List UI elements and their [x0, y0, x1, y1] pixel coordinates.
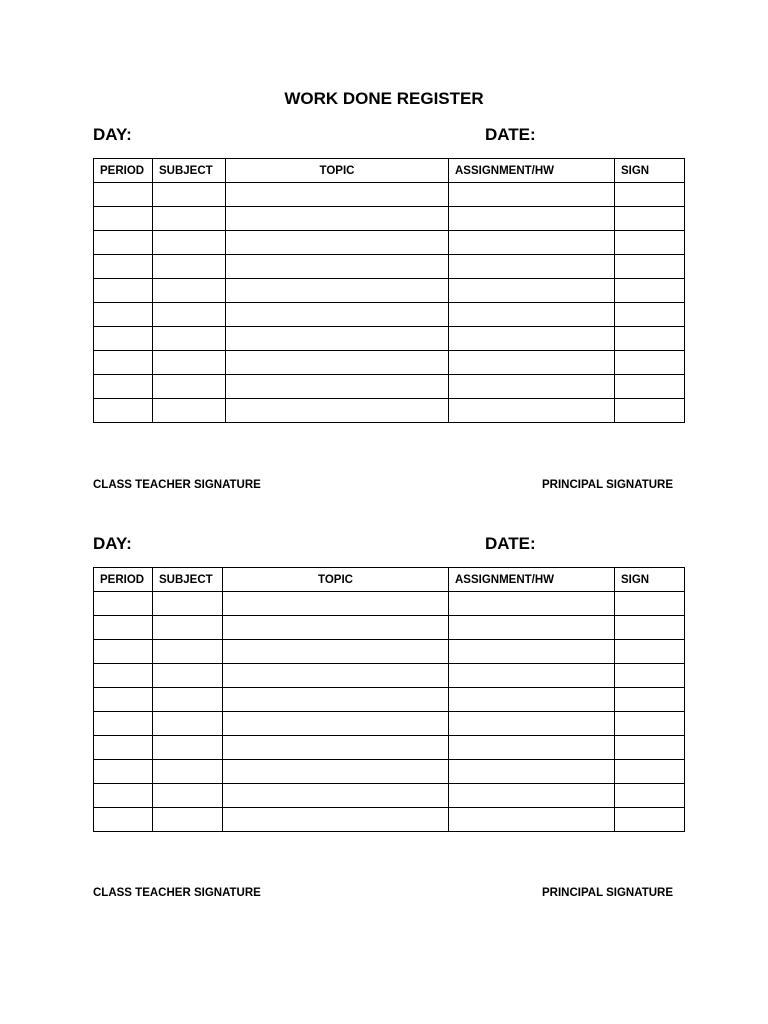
- topic-cell[interactable]: [223, 616, 449, 640]
- period-cell[interactable]: [94, 640, 153, 664]
- table-row: [94, 303, 685, 327]
- assignment-cell[interactable]: [449, 303, 615, 327]
- sign-cell[interactable]: [615, 736, 685, 760]
- assignment-cell[interactable]: [449, 688, 615, 712]
- topic-cell[interactable]: [226, 279, 449, 303]
- topic-cell[interactable]: [226, 375, 449, 399]
- principal-signature-label: PRINCIPAL SIGNATURE: [542, 887, 673, 899]
- subject-cell[interactable]: [153, 375, 226, 399]
- topic-cell[interactable]: [226, 327, 449, 351]
- sign-cell[interactable]: [615, 231, 685, 255]
- assignment-cell[interactable]: [449, 279, 615, 303]
- class-teacher-signature-label: CLASS TEACHER SIGNATURE: [93, 479, 261, 491]
- assignment-cell[interactable]: [449, 640, 615, 664]
- table-row: [94, 784, 685, 808]
- subject-cell[interactable]: [153, 760, 223, 784]
- sign-cell[interactable]: [615, 207, 685, 231]
- table-row: [94, 688, 685, 712]
- table-row: [94, 183, 685, 207]
- period-cell[interactable]: [94, 592, 153, 616]
- assignment-cell[interactable]: [449, 760, 615, 784]
- table-row: [94, 399, 685, 423]
- column-header-period: PERIOD: [94, 568, 153, 592]
- subject-cell[interactable]: [153, 231, 226, 255]
- sign-cell[interactable]: [615, 279, 685, 303]
- assignment-cell[interactable]: [449, 399, 615, 423]
- assignment-cell[interactable]: [449, 183, 615, 207]
- day-label: DAY:: [93, 125, 132, 144]
- sign-cell[interactable]: [615, 399, 685, 423]
- topic-cell[interactable]: [223, 760, 449, 784]
- sign-cell[interactable]: [615, 592, 685, 616]
- principal-signature-label: PRINCIPAL SIGNATURE: [542, 479, 673, 491]
- topic-cell[interactable]: [223, 808, 449, 832]
- sign-cell[interactable]: [615, 327, 685, 351]
- assignment-cell[interactable]: [449, 231, 615, 255]
- period-cell[interactable]: [94, 303, 153, 327]
- period-cell[interactable]: [94, 760, 153, 784]
- assignment-cell[interactable]: [449, 207, 615, 231]
- column-header-sign: SIGN: [615, 568, 685, 592]
- table-row: [94, 616, 685, 640]
- table-header-row: [94, 159, 685, 183]
- day-label: DAY:: [93, 534, 132, 553]
- table-row: [94, 664, 685, 688]
- register-table: [93, 567, 685, 832]
- table-row: [94, 255, 685, 279]
- subject-cell[interactable]: [153, 399, 226, 423]
- period-cell[interactable]: [94, 279, 153, 303]
- sign-cell[interactable]: [615, 808, 685, 832]
- page-title: WORK DONE REGISTER: [284, 89, 484, 108]
- sign-cell[interactable]: [615, 351, 685, 375]
- assignment-cell[interactable]: [449, 375, 615, 399]
- sign-cell[interactable]: [615, 784, 685, 808]
- column-header-assignment: ASSIGNMENT/HW: [449, 159, 615, 183]
- period-cell[interactable]: [94, 736, 153, 760]
- assignment-cell[interactable]: [449, 736, 615, 760]
- period-cell[interactable]: [94, 808, 153, 832]
- sign-cell[interactable]: [615, 760, 685, 784]
- assignment-cell[interactable]: [449, 784, 615, 808]
- topic-cell[interactable]: [226, 399, 449, 423]
- assignment-cell[interactable]: [449, 327, 615, 351]
- table-row: [94, 640, 685, 664]
- topic-cell[interactable]: [226, 231, 449, 255]
- assignment-cell[interactable]: [449, 616, 615, 640]
- table-header-row: [94, 568, 685, 592]
- period-cell[interactable]: [94, 616, 153, 640]
- subject-cell[interactable]: [153, 736, 223, 760]
- period-cell[interactable]: [94, 664, 153, 688]
- period-cell[interactable]: [94, 231, 153, 255]
- subject-cell[interactable]: [153, 808, 223, 832]
- subject-cell[interactable]: [153, 255, 226, 279]
- subject-cell[interactable]: [153, 664, 223, 688]
- assignment-cell[interactable]: [449, 351, 615, 375]
- topic-cell[interactable]: [226, 255, 449, 279]
- sign-cell[interactable]: [615, 375, 685, 399]
- period-cell[interactable]: [94, 375, 153, 399]
- assignment-cell[interactable]: [449, 808, 615, 832]
- table-row: [94, 375, 685, 399]
- period-cell[interactable]: [94, 207, 153, 231]
- subject-cell[interactable]: [153, 616, 223, 640]
- assignment-cell[interactable]: [449, 592, 615, 616]
- sign-cell[interactable]: [615, 688, 685, 712]
- column-header-subject: SUBJECT: [153, 568, 223, 592]
- topic-cell[interactable]: [226, 183, 449, 207]
- subject-cell[interactable]: [153, 592, 223, 616]
- topic-cell[interactable]: [226, 351, 449, 375]
- topic-cell[interactable]: [226, 207, 449, 231]
- subject-cell[interactable]: [153, 688, 223, 712]
- period-cell[interactable]: [94, 327, 153, 351]
- table-row: [94, 712, 685, 736]
- sign-cell[interactable]: [615, 664, 685, 688]
- table-row: [94, 231, 685, 255]
- table-row: [94, 327, 685, 351]
- topic-cell[interactable]: [226, 303, 449, 327]
- subject-cell[interactable]: [153, 279, 226, 303]
- topic-cell[interactable]: [223, 688, 449, 712]
- topic-cell[interactable]: [223, 640, 449, 664]
- period-cell[interactable]: [94, 351, 153, 375]
- period-cell[interactable]: [94, 255, 153, 279]
- subject-cell[interactable]: [153, 351, 226, 375]
- sign-cell[interactable]: [615, 183, 685, 207]
- table-row: [94, 760, 685, 784]
- table-row: [94, 207, 685, 231]
- period-cell[interactable]: [94, 712, 153, 736]
- assignment-cell[interactable]: [449, 255, 615, 279]
- topic-cell[interactable]: [223, 784, 449, 808]
- subject-cell[interactable]: [153, 303, 226, 327]
- column-header-topic: TOPIC: [223, 568, 449, 592]
- period-cell[interactable]: [94, 399, 153, 423]
- subject-cell[interactable]: [153, 640, 223, 664]
- topic-cell[interactable]: [223, 592, 449, 616]
- table-row: [94, 279, 685, 303]
- sign-cell[interactable]: [615, 712, 685, 736]
- class-teacher-signature-label: CLASS TEACHER SIGNATURE: [93, 887, 261, 899]
- period-cell[interactable]: [94, 784, 153, 808]
- topic-cell[interactable]: [223, 664, 449, 688]
- column-header-topic: TOPIC: [226, 159, 449, 183]
- subject-cell[interactable]: [153, 183, 226, 207]
- table-row: [94, 736, 685, 760]
- assignment-cell[interactable]: [449, 664, 615, 688]
- date-label: DATE:: [485, 534, 536, 553]
- date-label: DATE:: [485, 125, 536, 144]
- column-header-assignment: ASSIGNMENT/HW: [449, 568, 615, 592]
- table-row: [94, 808, 685, 832]
- table-row: [94, 592, 685, 616]
- sign-cell[interactable]: [615, 303, 685, 327]
- period-cell[interactable]: [94, 183, 153, 207]
- topic-cell[interactable]: [223, 712, 449, 736]
- assignment-cell[interactable]: [449, 712, 615, 736]
- sign-cell[interactable]: [615, 640, 685, 664]
- subject-cell[interactable]: [153, 784, 223, 808]
- register-table: [93, 158, 685, 423]
- subject-cell[interactable]: [153, 712, 223, 736]
- table-row: [94, 351, 685, 375]
- topic-cell[interactable]: [223, 736, 449, 760]
- column-header-subject: SUBJECT: [153, 159, 226, 183]
- subject-cell[interactable]: [153, 207, 226, 231]
- sign-cell[interactable]: [615, 616, 685, 640]
- column-header-period: PERIOD: [94, 159, 153, 183]
- sign-cell[interactable]: [615, 255, 685, 279]
- column-header-sign: SIGN: [615, 159, 685, 183]
- period-cell[interactable]: [94, 688, 153, 712]
- subject-cell[interactable]: [153, 327, 226, 351]
